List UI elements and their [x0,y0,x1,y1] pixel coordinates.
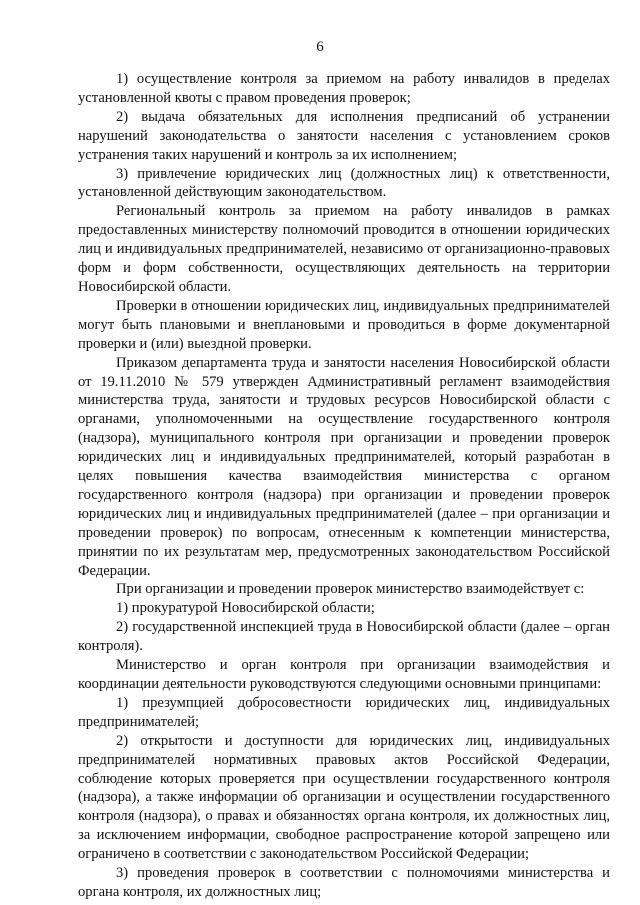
paragraph-regional-control: Региональный контроль за приемом на работу инвалидов в рамках предоставленных министерству полномочий проводится в отношении юридических лиц и индивидуальных предпринимателей, независимо от организационно-правовых форм и форм собственности, осуществляющих деятельность на территории Новосибирской области. [78,203,610,295]
paragraph-orders: 2) выдача обязательных для исполнения предписаний об устранении нарушений законодательства о занятости населения с установлением сроков устранения таких нарушений и контроль за их исполнением; [78,108,610,163]
paragraph-control-quota: 1) осуществление контроля за приемом на работу инвалидов в пределах установленной квоты с правом проведения проверок; [78,71,610,106]
paragraph-authority: 3) проведения проверок в соответствии с полномочиями министерства и органа контроля, их должностных лиц; [78,865,610,900]
paragraph-labor-inspection: 2) государственной инспекцией труда в Новосибирской области (далее – орган контроля). [78,619,610,655]
paragraph-openness: 2) открытости и доступности для юридических лиц, индивидуальных предпринимателей нормативных правовых актов Российской Федерации, соблюдение которых проверяется при осуществлении государственного контроля (надзора), а также информации об организации и осуществлении государственного контроля (надзора), о правах и обязанностях органа контроля, их должностных лиц, за исключением информации, свободное распространение которой запрещено или ограничено в соответствии с законодательством Российской Федерации; [78,732,610,863]
paragraph-principles: Министерство и орган контроля при организации взаимодействия и координации деятельности руководствуются следующими основными принципами: [78,657,610,692]
paragraph-liability: 3) привлечение юридических лиц (должностных лиц) к ответственности, установленной действующим законодательством. [78,165,610,201]
page-number: 6 [316,39,324,55]
paragraph-prosecutor: 1) прокуратурой Новосибирской области; [116,600,375,617]
document-body [78,70,610,902]
paragraph-inspections: Проверки в отношении юридических лиц, индивидуальных предпринимателей могут быть плановыми и внеплановыми и проводиться в форме документарной проверки и (или) выездной проверки. [78,297,610,352]
paragraph-order-579: Приказом департамента труда и занятости населения Новосибирской области от 19.11.2010 № 579 утвержден Административный регламент взаимодействия министерства труда, занятости и трудовых ресурсов Новосибирской области с органами, уполномоченными на осуществление государственного контроля (надзора), муниципального контроля при организации и проведении проверок юридических лиц и индивидуальных предпринимателей, который разработан в целях повышения качества взаимодействия министерства с органом государственного контроля (надзора) при организации и проведении проверок юридических лиц и индивидуальных предпринимателей (далее – при организации и проведении проверок) по вопросам, отнесенным к компетенции министерства, принятии по их результатам мер, предусмотренных законодательством Российской Федерации. [78,354,610,579]
paragraph-interaction: При организации и проведении проверок министерство взаимодействует с: [116,581,585,598]
paragraph-presumption: 1) презумпцией добросовестности юридических лиц, индивидуальных предпринимателей; [78,694,610,730]
